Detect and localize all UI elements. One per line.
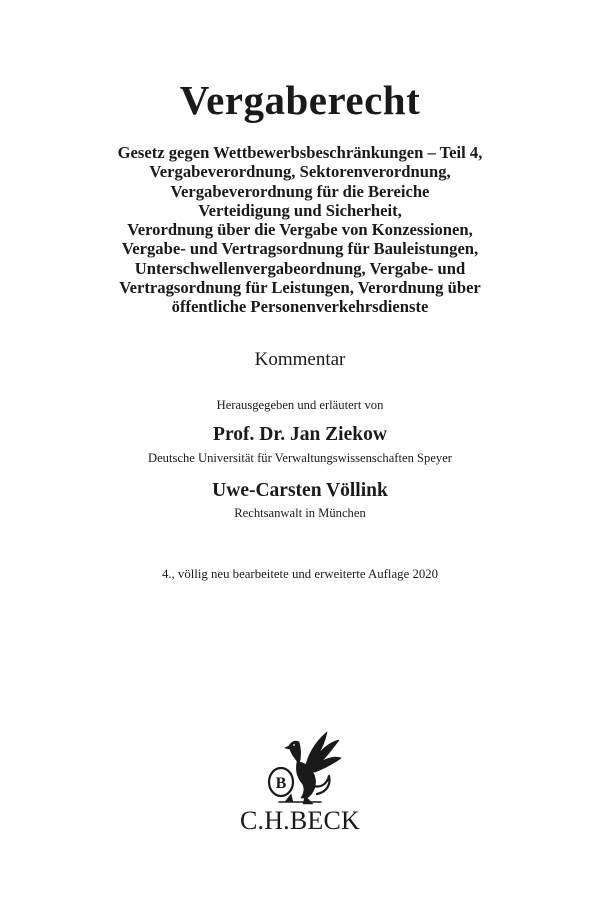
subtitle-line: Vertragsordnung für Leistungen, Verordnung über	[119, 278, 481, 298]
subtitle-line: Verordnung über die Vergabe von Konzessionen,	[127, 220, 473, 240]
subtitle-line: Unterschwellenvergabeordnung, Vergabe- und	[134, 258, 466, 278]
edited-by-label: Herausgegeben und erläutert von	[216, 398, 384, 412]
subtitle-line: Verteidigung und Sicherheit,	[198, 200, 402, 220]
book-subtitle	[0, 143, 600, 317]
subtitle-line: Vergabe- und Vertragsordnung für Bauleistungen,	[121, 239, 479, 259]
book-kind: Kommentar	[254, 349, 346, 370]
logo-letter: B	[275, 775, 287, 792]
editor-affiliation: Rechtsanwalt in München	[234, 506, 366, 520]
subtitle-line: Gesetz gegen Wettbewerbsbeschränkungen – Teil 4,	[117, 143, 483, 162]
publisher-griffin-logo-icon	[255, 728, 345, 806]
book-title: Vergaberecht	[179, 77, 421, 123]
subtitle-line: öffentliche Personenverkehrsdienste	[171, 297, 429, 317]
subtitle-line: Vergabeverordnung, Sektorenverordnung,	[149, 162, 451, 182]
editor-name: Prof. Dr. Jan Ziekow	[213, 424, 387, 445]
subtitle-line: Vergabeverordnung für die Bereiche	[170, 181, 430, 201]
edition-note: 4., völlig neu bearbeitete und erweiterte Auflage 2020	[161, 567, 439, 581]
editor-affiliation: Deutsche Universität für Verwaltungswissenschaften Speyer	[147, 451, 453, 465]
publisher-name: C.H.BECK	[239, 806, 361, 835]
editor-name: Uwe-Carsten Völlink	[212, 480, 388, 501]
